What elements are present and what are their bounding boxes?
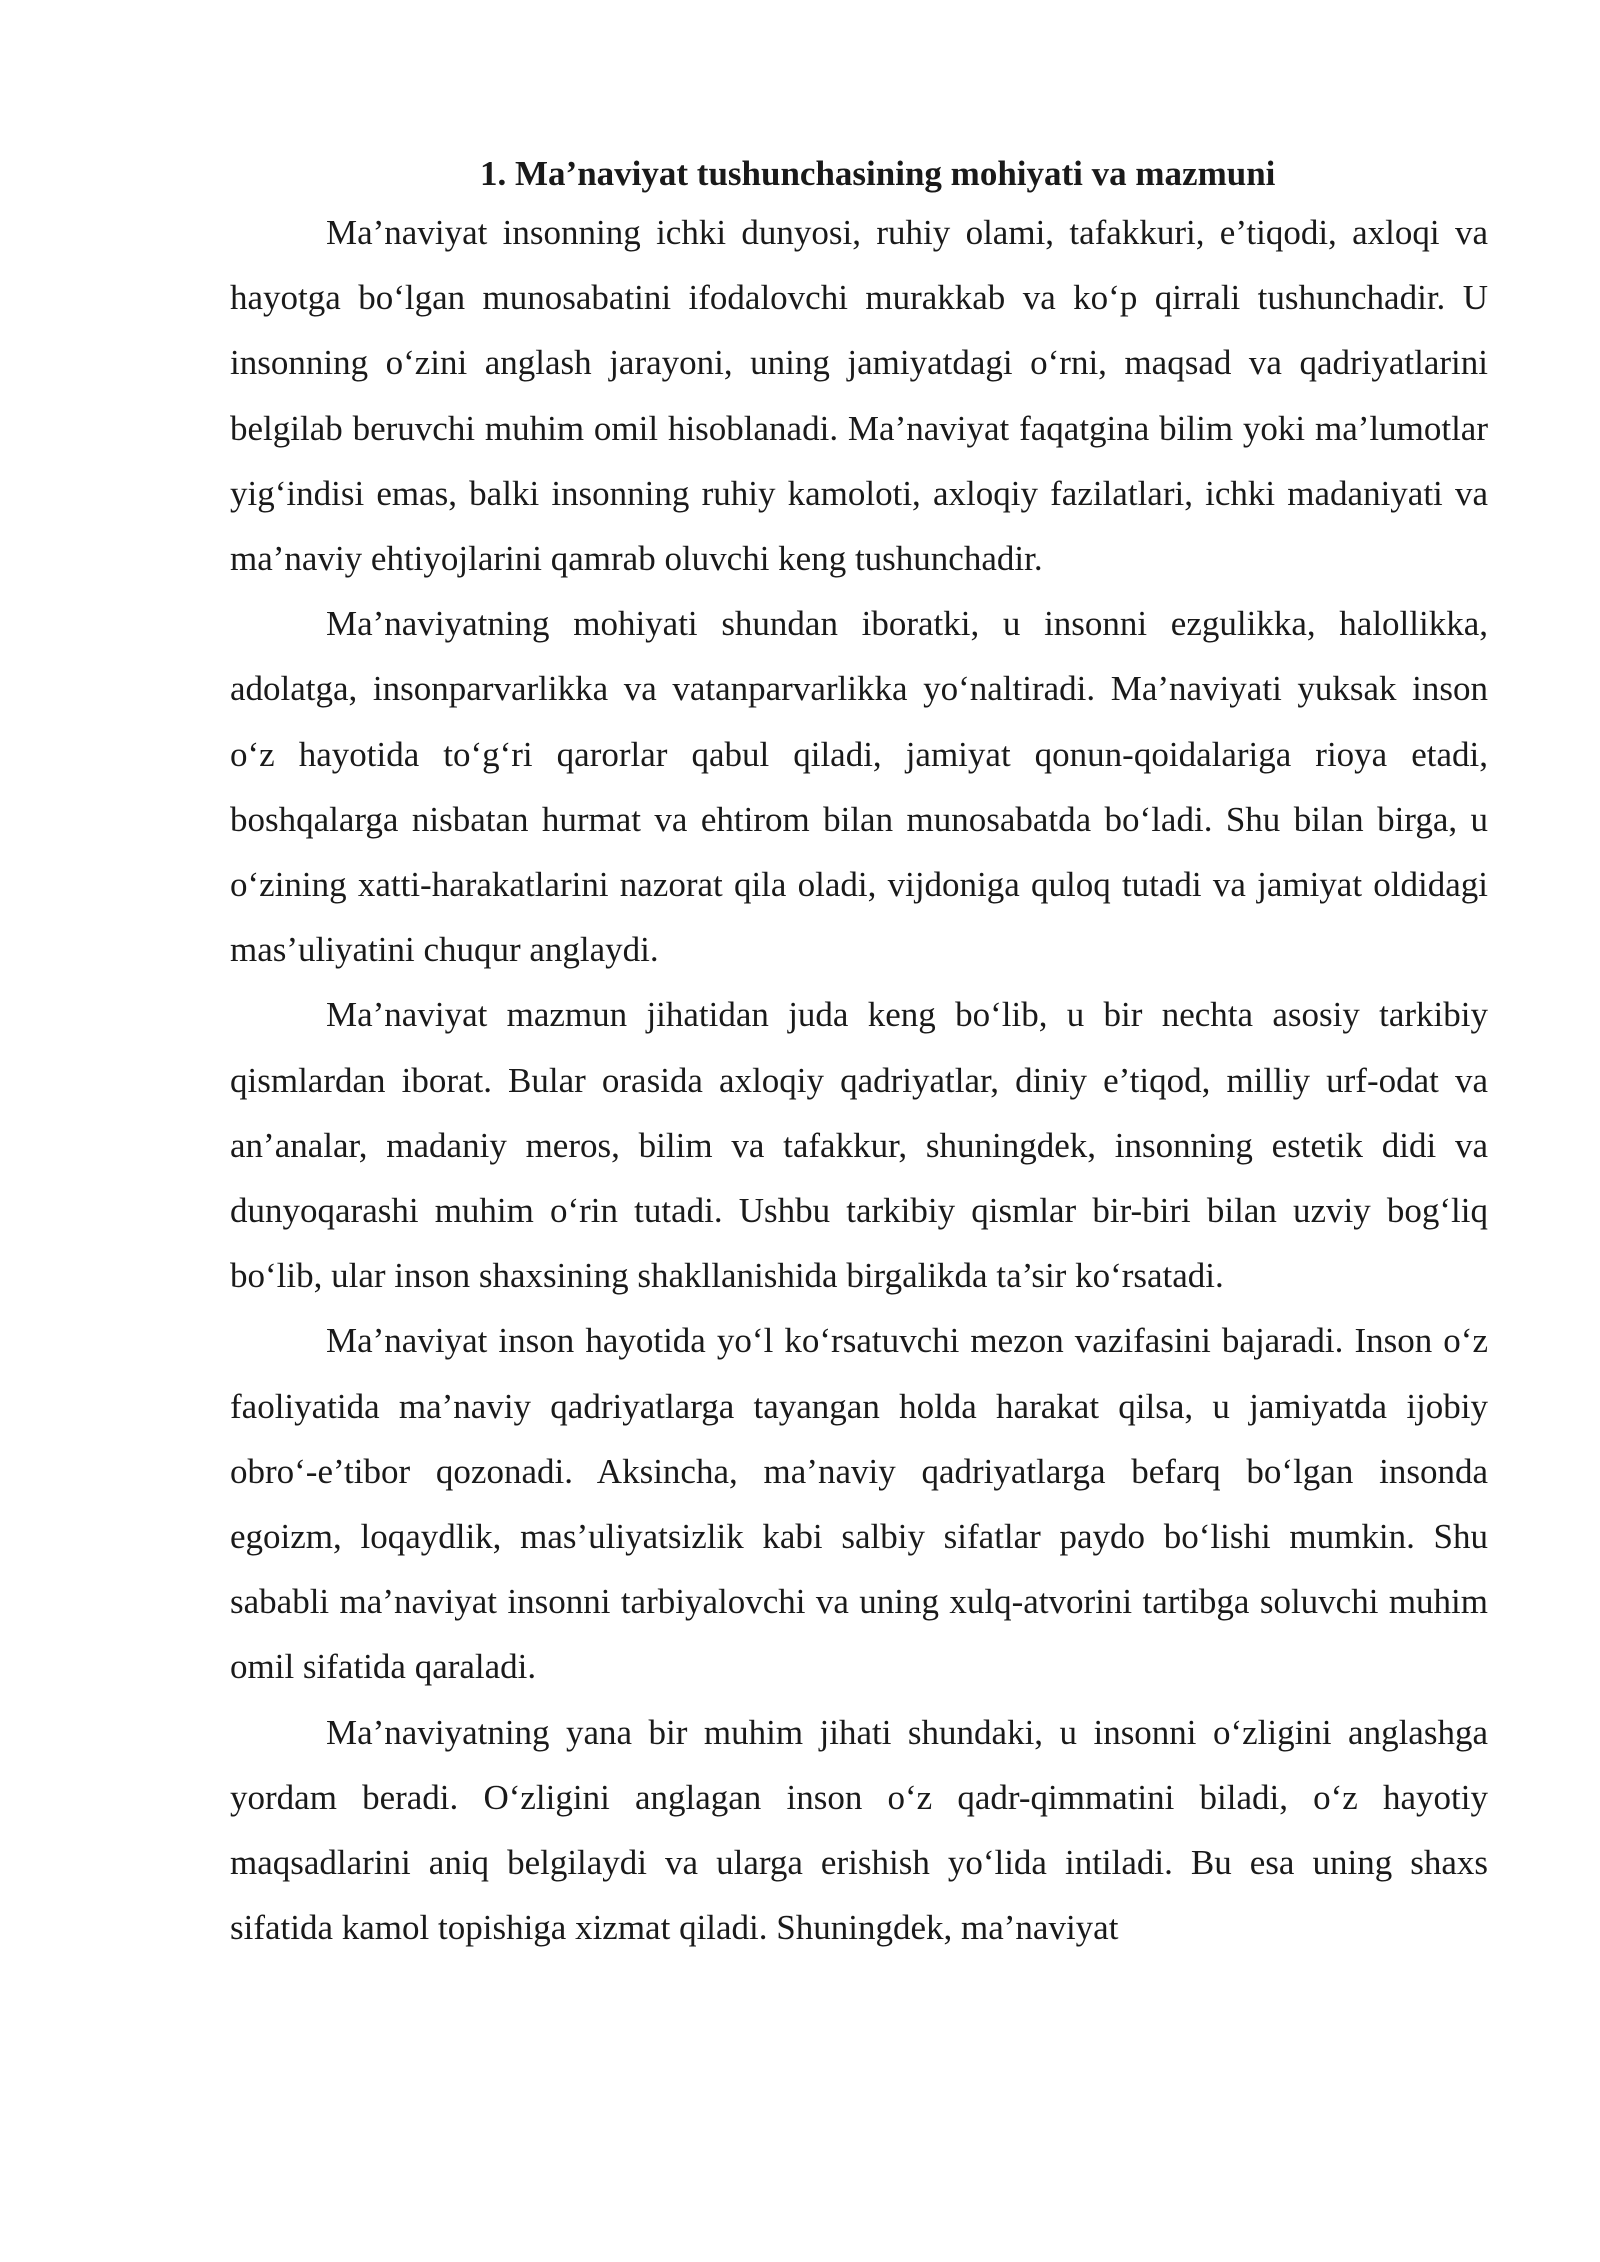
paragraph-2: Ma’naviyatning mohiyati shundan iboratki, u insonni ezgulikka, halollikka, adolatga, insonparvarlikka va vatanparvarlikka yo‘naltiradi. Ma’naviyati yuksak inson o‘z hayotida to‘g‘ri qarorlar qabul qiladi, jamiyat qonun-qoidalariga rioya etadi, boshqalarga nisbatan hurmat va ehtirom bilan munosabatda bo‘ladi. Shu bilan birga, u o‘zining xatti-harakatlarini nazorat qila oladi, vijdoniga quloq tutadi va jamiyat oldidagi mas’uliyatini chuqur anglaydi. [230,604,1488,970]
paragraph-5: Ma’naviyatning yana bir muhim jihati shundaki, u insonni o‘zligini anglashga yordam beradi. O‘zligini anglagan inson o‘z qadr-qimmatini biladi, o‘z hayotiy maqsadlarini aniq belgilaydi va ularga erishish yo‘lida intiladi. Bu esa uning shaxs sifatida kamol topishiga xizmat qiladi. Shuningdek, ma’naviyat [230,1712,1488,1948]
paragraph-4: Ma’naviyat inson hayotida yo‘l ko‘rsatuvchi mezon vazifasini bajaradi. Inson o‘z faoliyatida ma’naviy qadriyatlarga tayangan holda harakat qilsa, u jamiyatda ijobiy obro‘-e’tibor qozonadi. Aksincha, ma’naviy qadriyatlarga befarq bo‘lgan insonda egoizm, loqaydlik, mas’uliyatsizlik kabi salbiy sifatlar paydo bo‘lishi mumkin. Shu sababli ma’naviyat insonni tarbiyalovchi va uning xulq-atvorini tartibga soluvchi muhim omil sifatida qaraladi. [230,1321,1488,1687]
document-body [230,148,1488,1960]
paragraph-3: Ma’naviyat mazmun jihatidan juda keng bo‘lib, u bir nechta asosiy tarkibiy qismlardan iborat. Bular orasida axloqiy qadriyatlar, diniy e’tiqod, milliy urf-odat va an’analar, madaniy meros, bilim va tafakkur, shuningdek, insonning estetik didi va dunyoqarashi muhim o‘rin tutadi. Ushbu tarkibiy qismlar bir-biri bilan uzviy bog‘liq bo‘lib, ular inson shaxsining shakllanishida birgalikda ta’sir ko‘rsatadi. [230,995,1488,1296]
section-title: 1. Ma’naviyat tushunchasining mohiyati va mazmuni [480,154,1276,193]
paragraph-1: Ma’naviyat insonning ichki dunyosi, ruhiy olami, tafakkuri, e’tiqodi, axloqi va hayotga bo‘lgan munosabatini ifodalovchi murakkab va ko‘p qirrali tushunchadir. U insonning o‘zini anglash jarayoni, uning jamiyatdagi o‘rni, maqsad va qadriyatlarini belgilab beruvchi muhim omil hisoblanadi. Ma’naviyat faqatgina bilim yoki ma’lumotlar yig‘indisi emas, balki insonning ruhiy kamoloti, axloqiy fazilatlari, ichki madaniyati va ma’naviy ehtiyojlarini qamrab oluvchi keng tushunchadir. [230,213,1488,579]
